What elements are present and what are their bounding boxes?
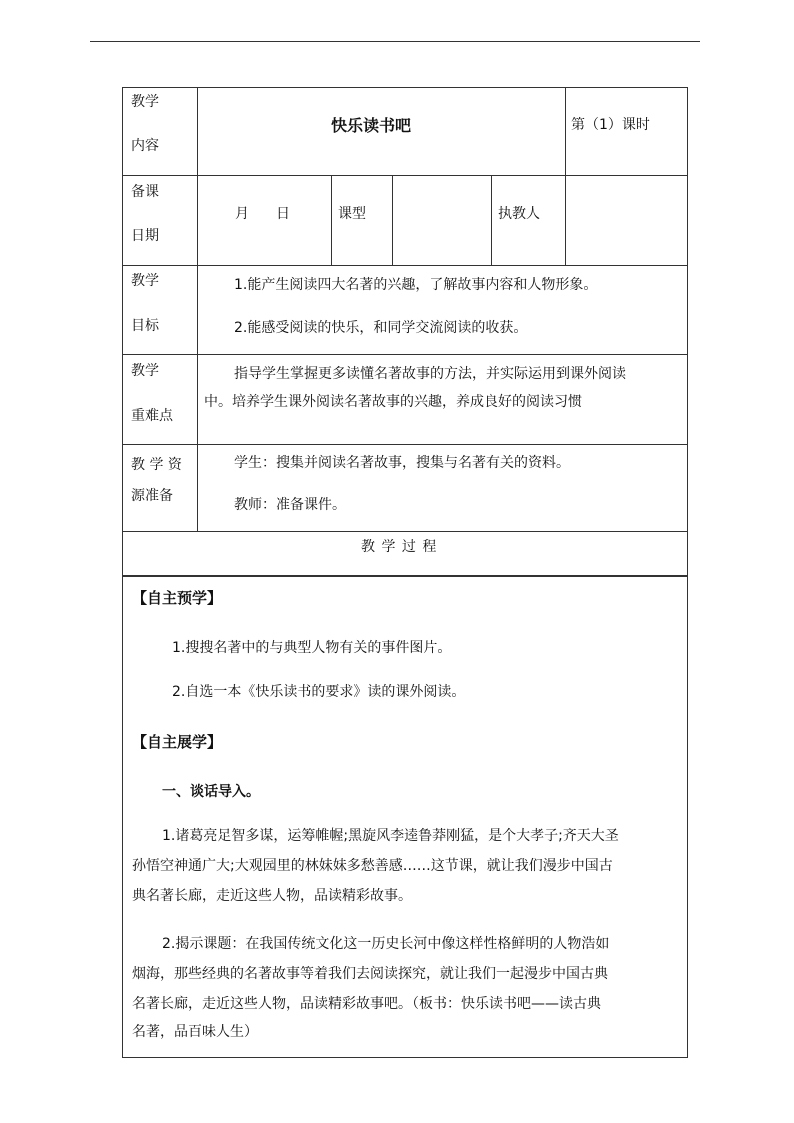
date-day: 日 (276, 206, 290, 222)
lesson-column-divider (565, 87, 566, 265)
cell-divider (331, 175, 332, 265)
goals-label-line2: 目标 (131, 318, 159, 334)
topic-paragraph-line: 名著长廊，走近这些人物，品读精彩故事吧。（板书：快乐读书吧——读古典 (132, 996, 601, 1012)
prep-date-label-line1: 备课 (131, 184, 159, 200)
key-points-text-line: 中。培养学生课外阅读名著故事的兴趣，养成良好的阅读习惯 (204, 394, 582, 410)
key-points-text-line: 指导学生掌握更多读懂名著故事的方法，并实际运用到课外阅读 (234, 366, 626, 382)
show-heading: 【自主展学】 (132, 733, 223, 751)
intro-paragraph-line: 1.诸葛亮足智多谋，运筹帷幄;黑旋风李逵鲁莽刚猛，是个大孝子;齐天大圣 (162, 828, 619, 844)
goals-label-line1: 教学 (131, 273, 159, 289)
intro-paragraph-line: 典名著长廊，走近这些人物，品读精彩故事。 (132, 888, 412, 904)
date-month: 月 (235, 206, 249, 222)
row-divider (122, 175, 688, 176)
topic-paragraph-line: 烟海，那些经典的名著故事等着我们去阅读探究，就让我们一起漫步中国古典 (132, 966, 608, 982)
label-column-divider (197, 87, 198, 531)
goal-item: 1.能产生阅读四大名著的兴趣，了解故事内容和人物形象。 (234, 277, 598, 293)
row-divider (122, 444, 688, 445)
cell-divider (491, 175, 492, 265)
lesson-type-label: 课型 (338, 206, 366, 222)
show-subheading: 一、谈话导入。 (162, 784, 260, 800)
key-points-label-line2: 重难点 (131, 408, 173, 424)
resources-label-line1: 教 学 资 (131, 457, 182, 473)
preview-item: 2.自选一本《快乐读书的要求》读的课外阅读。 (172, 684, 466, 700)
process-title: 教 学 过 程 (361, 539, 438, 555)
row-divider (122, 265, 688, 266)
lesson-title: 快乐读书吧 (331, 116, 412, 135)
topic-paragraph-line: 名著，品百味人生） (132, 1024, 258, 1040)
prep-date-label-line2: 日期 (131, 228, 159, 244)
intro-paragraph-line: 孙悟空神通广大;大观园里的林妹妹多愁善感……这节课，就让我们漫步中国古 (132, 858, 613, 874)
content-label-line2: 内容 (131, 138, 159, 154)
teacher-label: 执教人 (498, 206, 540, 222)
preview-heading: 【自主预学】 (132, 589, 223, 607)
resources-label-line2: 源准备 (131, 488, 173, 504)
lesson-period: 第（1）课时 (571, 117, 650, 133)
topic-paragraph-line: 2.揭示课题：在我国传统文化这一历史长河中像这样性格鲜明的人物浩如 (162, 936, 610, 952)
preview-item: 1.搜搜名著中的与典型人物有关的事件图片。 (172, 640, 452, 656)
cell-divider (392, 175, 393, 265)
content-label-line1: 教学 (131, 94, 159, 110)
page-header-rule (90, 41, 700, 42)
goal-item: 2.能感受阅读的快乐，和同学交流阅读的收获。 (234, 320, 528, 336)
key-points-label-line1: 教学 (131, 363, 159, 379)
row-divider (122, 531, 688, 532)
resources-teacher: 教师：准备课件。 (234, 497, 346, 513)
row-divider (122, 354, 688, 355)
resources-student: 学生：搜集并阅读名著故事，搜集与名著有关的资料。 (234, 455, 570, 471)
